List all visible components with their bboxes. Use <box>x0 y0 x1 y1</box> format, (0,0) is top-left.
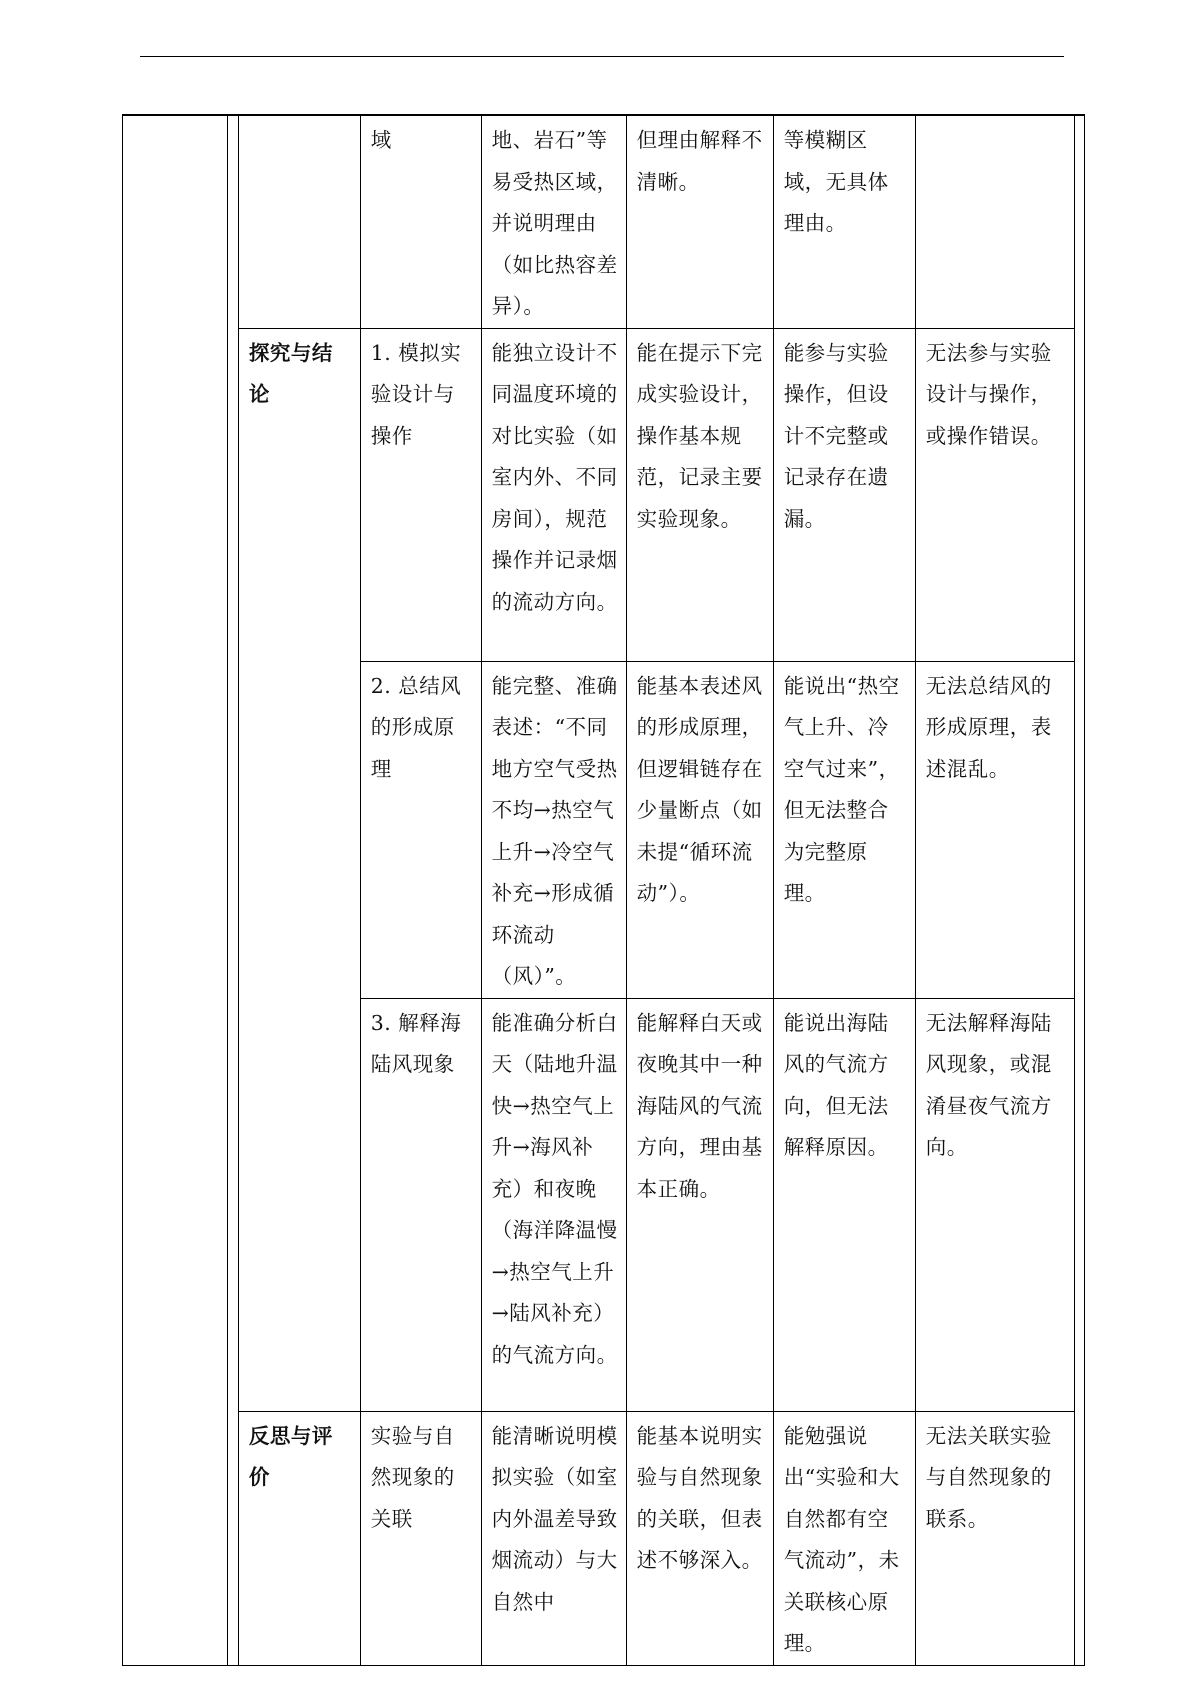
level-a-cell: 能准确分析白天（陆地升温快→热空气上升→海风补充）和夜晚（海洋降温慢→热空气上升→陆风补充）的气流方向。 <box>481 998 626 1411</box>
page-header-rule <box>140 56 1064 57</box>
criterion-cell: 实验与自然现象的关联 <box>360 1411 481 1665</box>
outer-category-cell <box>123 115 228 1665</box>
assessment-rubric-table <box>122 114 1085 1666</box>
right-double-rule-gap <box>1074 115 1084 1665</box>
table-row <box>123 115 1085 328</box>
table-row <box>123 328 1085 661</box>
level-b-cell: 能基本说明实验与自然现象的关联，但表述不够深入。 <box>626 1411 773 1665</box>
criterion-cell: 1. 模拟实验设计与操作 <box>360 328 481 661</box>
dimension-cell-reflection: 反思与评价 <box>238 1411 360 1665</box>
level-b-cell: 能在提示下完成实验设计，操作基本规范，记录主要实验现象。 <box>626 328 773 661</box>
level-b-cell: 能解释白天或夜晚其中一种海陆风的气流方向，理由基本正确。 <box>626 998 773 1411</box>
criterion-cell: 域 <box>360 115 481 328</box>
dimension-cell-inquiry: 探究与结论 <box>238 328 360 1411</box>
level-c-cell: 等模糊区域，无具体理由。 <box>773 115 915 328</box>
level-b-cell: 能基本表述风的形成原理，但逻辑链存在少量断点（如未提“循环流动”）。 <box>626 661 773 998</box>
level-c-cell: 能说出海陆风的气流方向，但无法解释原因。 <box>773 998 915 1411</box>
dimension-cell <box>238 115 360 328</box>
level-c-cell: 能参与实验操作，但设计不完整或记录存在遗漏。 <box>773 328 915 661</box>
double-rule-gap <box>227 115 238 1665</box>
criterion-cell: 2. 总结风的形成原理 <box>360 661 481 998</box>
level-d-cell: 无法参与实验设计与操作，或操作错误。 <box>915 328 1074 661</box>
level-a-cell: 地、岩石”等易受热区域，并说明理由（如比热容差异）。 <box>481 115 626 328</box>
level-c-cell: 能说出“热空气上升、冷空气过来”，但无法整合为完整原理。 <box>773 661 915 998</box>
level-d-cell: 无法总结风的形成原理，表述混乱。 <box>915 661 1074 998</box>
level-a-cell: 能完整、准确表述：“不同地方空气受热不均→热空气上升→冷空气补充→形成循环流动（风）”。 <box>481 661 626 998</box>
criterion-cell: 3. 解释海陆风现象 <box>360 998 481 1411</box>
level-a-cell: 能独立设计不同温度环境的对比实验（如室内外、不同房间），规范操作并记录烟的流动方向。 <box>481 328 626 661</box>
level-d-cell: 无法解释海陆风现象，或混淆昼夜气流方向。 <box>915 998 1074 1411</box>
level-d-cell <box>915 115 1074 328</box>
level-d-cell: 无法关联实验与自然现象的联系。 <box>915 1411 1074 1665</box>
level-a-cell: 能清晰说明模拟实验（如室内外温差导致烟流动）与大自然中 <box>481 1411 626 1665</box>
table-row <box>123 1411 1085 1665</box>
level-c-cell: 能勉强说出“实验和大自然都有空气流动”，未关联核心原理。 <box>773 1411 915 1665</box>
level-b-cell: 但理由解释不清晰。 <box>626 115 773 328</box>
